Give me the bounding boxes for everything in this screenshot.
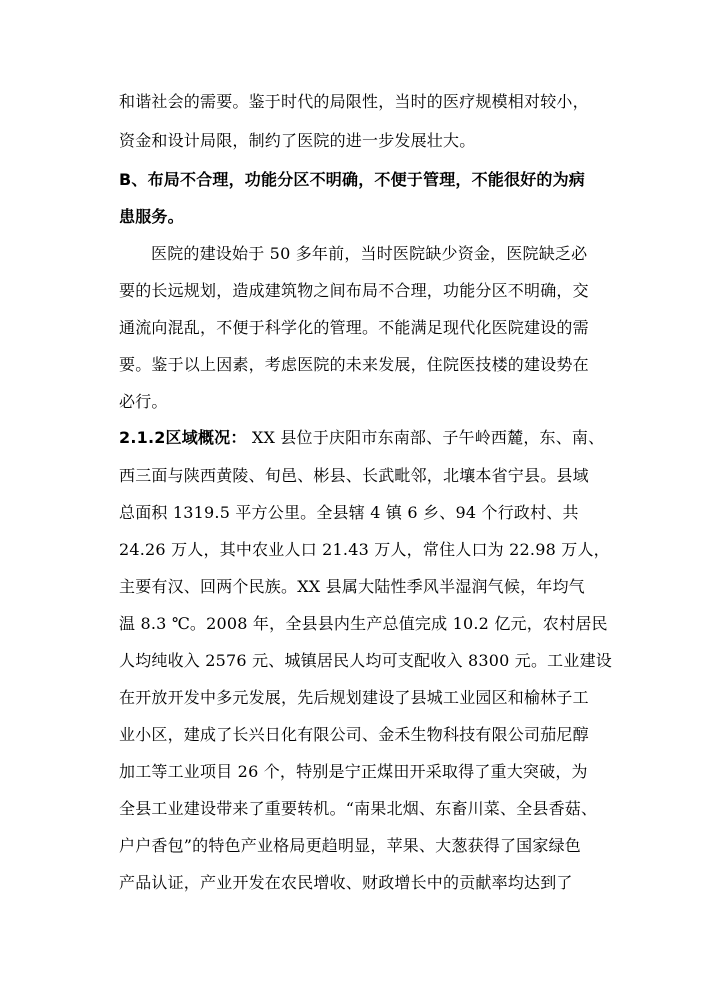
paragraph-line: 24.26 万人，其中农业人口 21.43 万人，常住人口为 22.98 万人， [119,540,610,559]
paragraph-line: 资金和设计局限，制约了医院的进一步发展壮大。 [119,131,476,150]
paragraph-line: 通流向混乱，不便于科学化的管理。不能满足现代化医院建设的需 [119,318,589,337]
paragraph-line: 要的长远规划，造成建筑物之间布局不合理，功能分区不明确，交 [119,281,589,300]
paragraph-line: 产品认证，产业开发在农民增收、财政增长中的贡献率均达到了 [119,873,573,892]
paragraph-line: 在开放开发中多元发展，先后规划建设了县城工业园区和榆林子工 [119,688,589,707]
section-text: XX 县位于庆阳市东南部、子午岭西麓，东、南、 [251,428,605,447]
paragraph-line: 要。鉴于以上因素，考虑医院的未来发展，住院医技楼的建设势在 [119,355,589,374]
paragraph-line: 全县工业建设带来了重要转机。“南果北烟、东畜川菜、全县香菇、 [119,799,598,818]
subheading-line: 患服务。 [119,207,184,226]
paragraph-line: 总面积 1319.5 平方公里。全县辖 4 镇 6 乡、94 个行政村、共 [119,503,579,522]
paragraph-line: 医院的建设始于 50 多年前，当时医院缺少资金，医院缺乏必 [151,244,588,263]
paragraph-line: 必行。 [119,392,168,411]
paragraph-line: 人均纯收入 2576 元、城镇居民人均可支配收入 8300 元。工业建设 [119,651,612,670]
paragraph-line: 业小区，建成了长兴日化有限公司、金禾生物科技有限公司茄尼醇 [119,725,589,744]
paragraph-line: 温 8.3 ℃。2008 年，全县县内生产总值完成 10.2 亿元，农村居民 [119,614,608,633]
paragraph-line: 西三面与陕西黄陵、旬邑、彬县、长武毗邻，北壤本省宁县。县域 [119,466,589,485]
section-heading: 2.1.2区域概况： [119,428,247,447]
paragraph-line: 和谐社会的需要。鉴于时代的局限性，当时的医疗规模相对较小， [119,92,589,111]
paragraph-line: 主要有汉、回两个民族。XX 县属大陆性季风半湿润气候，年均气 [119,577,585,596]
subheading-line: B、布局不合理，功能分区不明确，不便于管理，不能很好的为病 [119,170,585,189]
paragraph-line: 加工等工业项目 26 个，特别是宁正煤田开采取得了重大突破，为 [119,762,588,781]
section-line [119,428,605,448]
paragraph-line: 户户香包”的特色产业格局更趋明显，苹果、大葱获得了国家绿色 [119,836,581,855]
